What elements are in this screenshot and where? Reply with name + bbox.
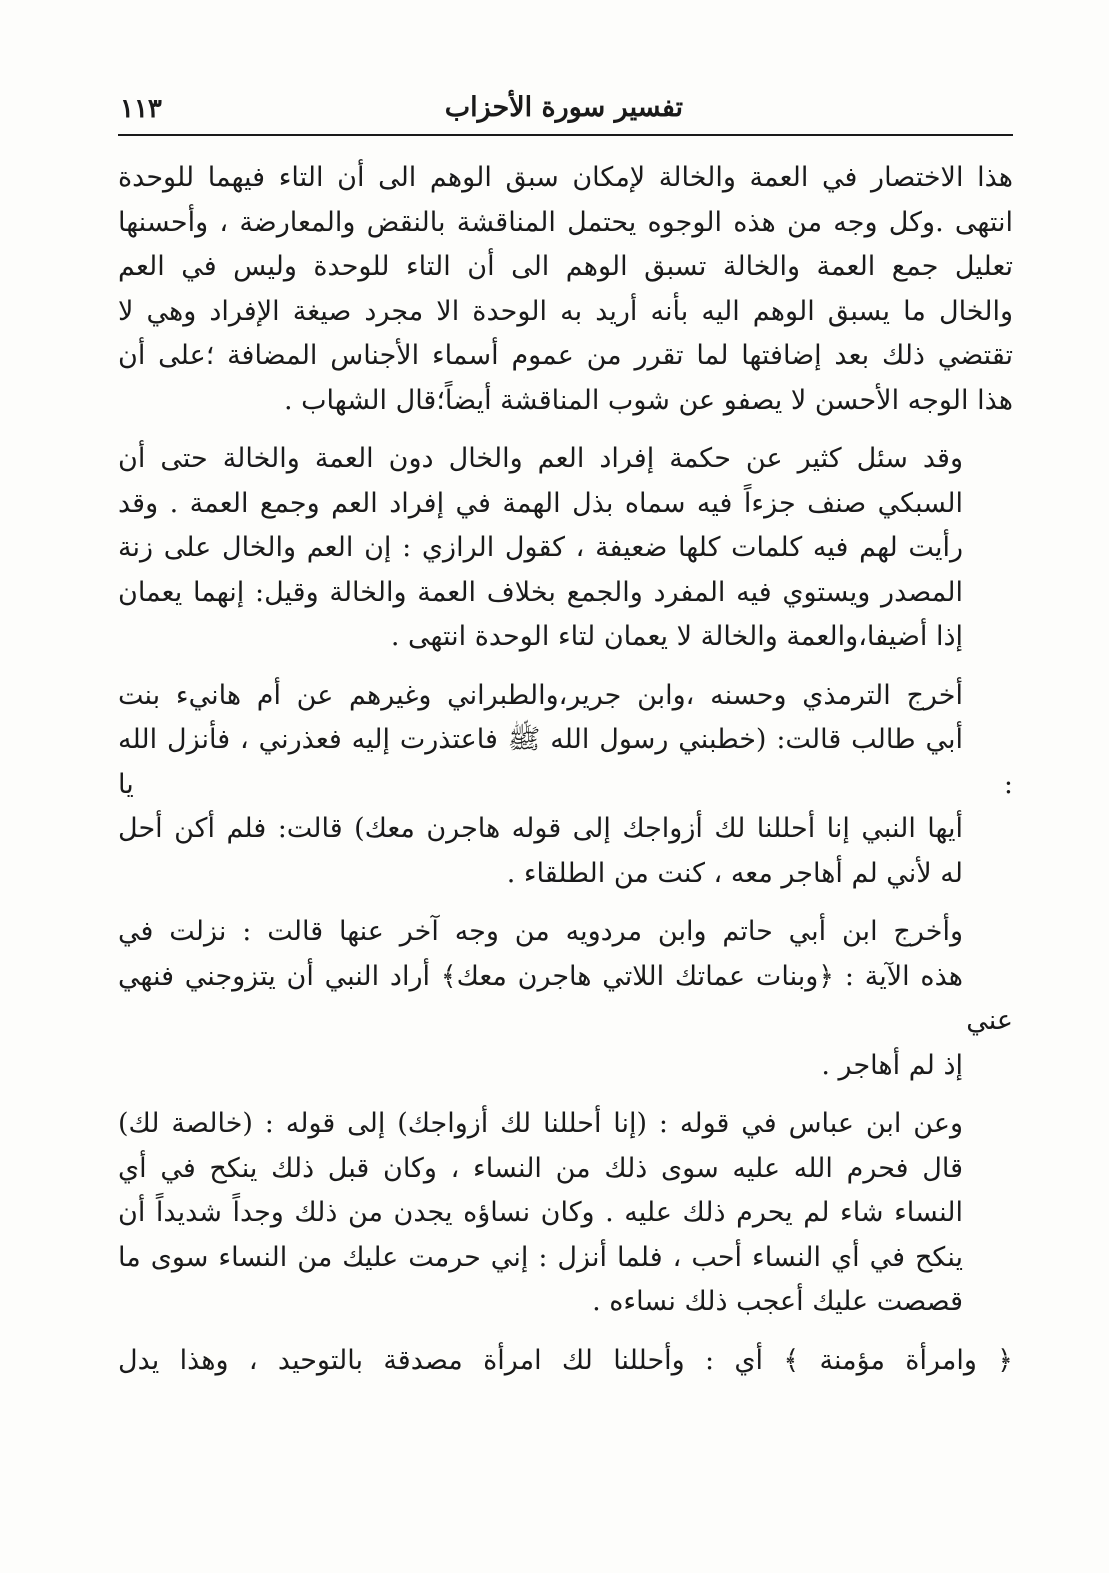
text-line: وقد سئل كثير عن حكمة إفراد العم والخال دون العمة والخالة حتى أن [118, 443, 963, 474]
text-line: وأخرج ابن أبي حاتم وابن مردويه من وجه آخر عنها قالت : نزلت في [118, 916, 963, 947]
page-number: ١١٣ [120, 94, 162, 124]
page-header [118, 88, 1013, 128]
text-line: هذا الوجه الأحسن لا يصفو عن شوب المناقشة أيضاً؛قال الشهاب . [283, 384, 1013, 416]
paragraph-1 [118, 156, 1013, 423]
text-line: والخال ما يسبق الوهم اليه بأنه أريد به الوحدة الا مجرد صيغة الإفراد وهي لا [118, 295, 1013, 327]
paragraph-5 [118, 1102, 1013, 1325]
text-line: ينكح في أي النساء أحب ، فلما أنزل : إني حرمت عليك من النساء سوى ما [118, 1241, 963, 1273]
text-line: النساء شاء لم يحرم ذلك عليه . وكان نساؤه يجدن من ذلك وجداً شديداً أن [118, 1197, 963, 1228]
text-line: رأيت لهم فيه كلمات كلها ضعيفة ، كقول الرازي : إن العم والخال على زنة [118, 532, 963, 563]
text-line: هذا الاختصار في العمة والخالة لإمكان سبق الوهم الى أن التاء فيهما للوحدة [118, 162, 1013, 193]
text-line: أخرج الترمذي وحسنه ،وابن جرير،والطبراني وغيرهم عن أم هانيء بنت [118, 679, 963, 711]
text-line: إذ لم أهاجر . [821, 1049, 963, 1081]
text-line: انتهى .وكل وجه من هذه الوجوه يحتمل المناقشة بالنقض والمعارضة ، وأحسنها [118, 206, 1013, 238]
text-line: أبي طالب قالت: (خطبني رسول الله ﷺ فاعتذرت إليه فعذرني ، فأنزل الله : يا [118, 724, 1013, 800]
text-line: تعليل جمع العمة والخالة تسبق الوهم الى أن التاء للوحدة وليس في العم [118, 251, 1013, 282]
text-line: السبكي صنف جزءاً فيه سماه بذل الهمة في إفراد العم وجمع العمة . وقد [118, 487, 963, 519]
text-line: تقتضي ذلك بعد إضافتها لما تقرر من عموم أسماء الأجناس المضافة ؛على أن [118, 340, 1013, 371]
text-line: أيها النبي إنا أحللنا لك أزواجك إلى قوله هاجرن معك) قالت: فلم أكن أحل [118, 813, 963, 844]
text-line: وعن ابن عباس في قوله : (إنا أحللنا لك أزواجك) إلى قوله : (خالصة لك) [118, 1108, 963, 1139]
paragraph-3 [118, 674, 1013, 897]
text-line: ﴿ وامرأة مؤمنة ﴾ أي : وأحللنا لك امرأة مصدقة بالتوحيد ، وهذا يدل [118, 1344, 1013, 1376]
text-line: له لأني لم أهاجر معه ، كنت من الطلقاء . [506, 857, 963, 889]
body-text [118, 156, 1013, 1383]
paragraph-2 [118, 437, 1013, 660]
header-divider [118, 134, 1013, 136]
text-line: إذا أضيفا،والعمة والخالة لا يعمان لتاء الوحدة انتهى . [390, 621, 963, 652]
paragraph-4 [118, 910, 1013, 1088]
text-line: هذه الآية : ﴿وبنات عماتك اللاتي هاجرن معك﴾ أراد النبي أن يتزوجني فنهي عني [118, 960, 1013, 1036]
running-title: تفسير سورة الأحزاب [444, 92, 683, 123]
text-line: قصصت عليك أعجب ذلك نساءه . [592, 1286, 963, 1317]
book-page [118, 88, 1013, 1397]
text-line: قال فحرم الله عليه سوى ذلك من النساء ، وكان قبل ذلك ينكح في أي [118, 1152, 963, 1184]
text-line: المصدر ويستوي فيه المفرد والجمع بخلاف العمة والخالة وقيل: إنهما يعمان [118, 576, 963, 608]
paragraph-6 [118, 1339, 1013, 1384]
